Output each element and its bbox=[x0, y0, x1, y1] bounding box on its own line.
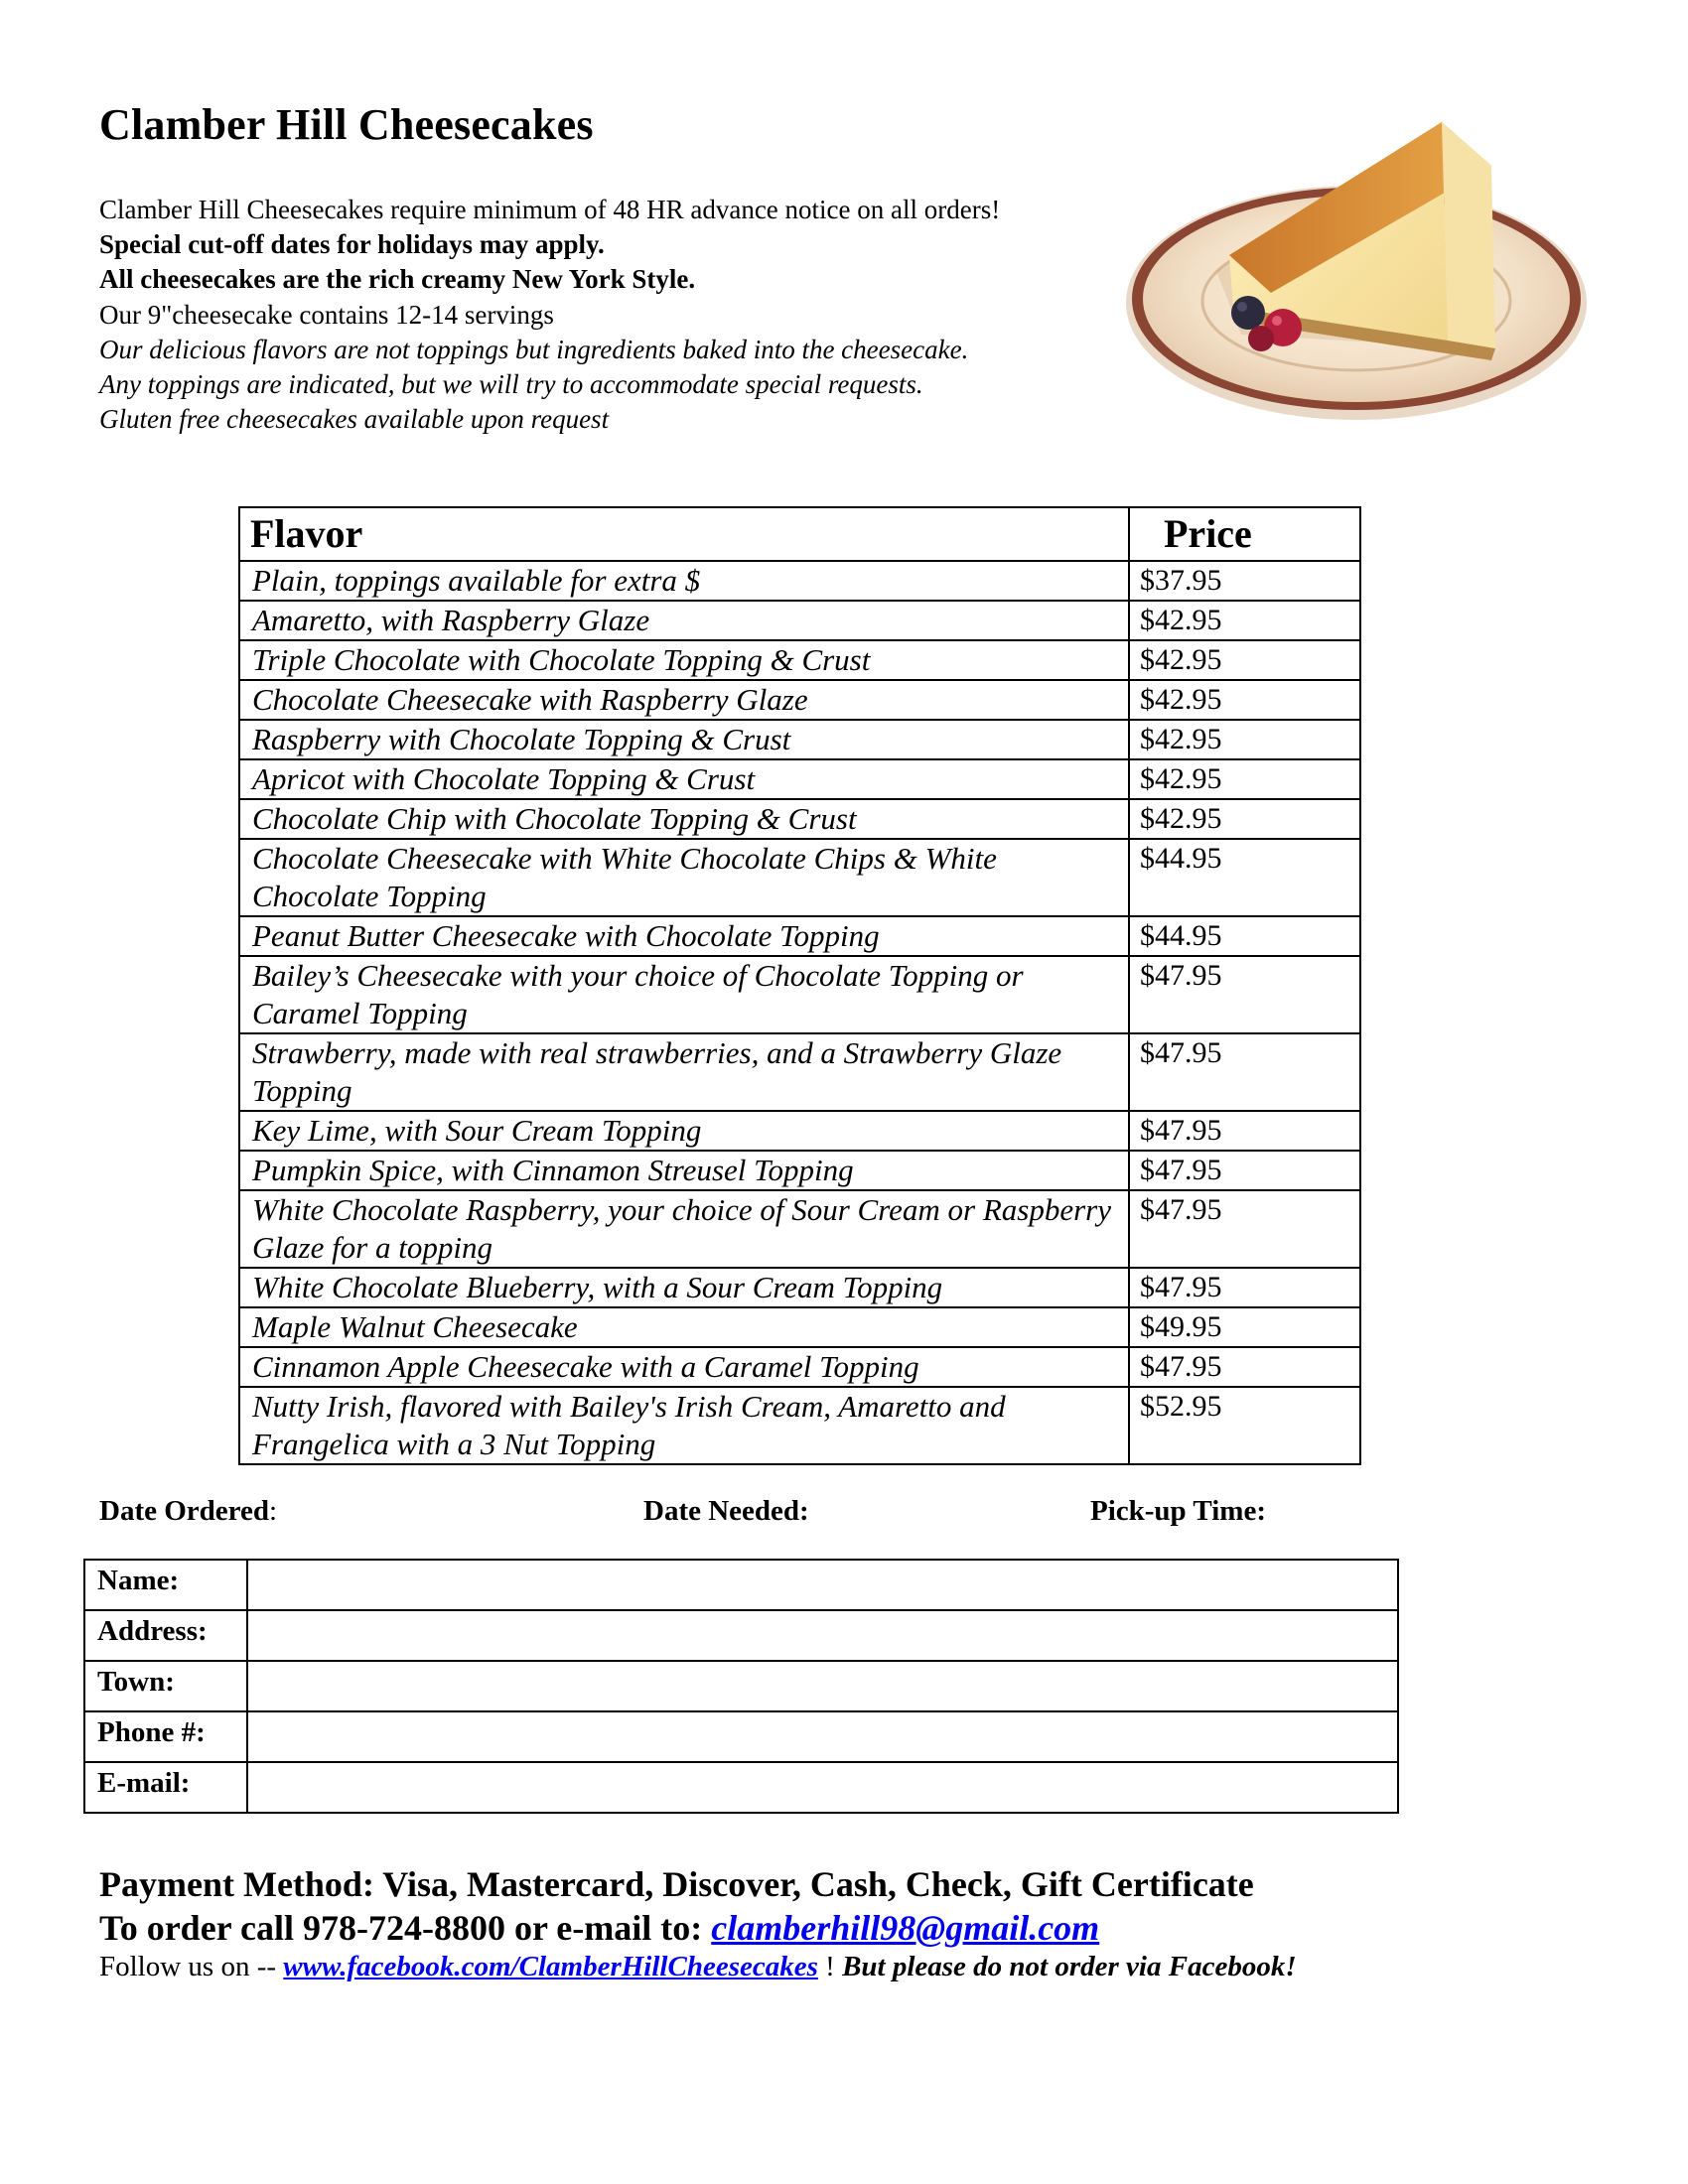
table-row bbox=[239, 1190, 1360, 1268]
flavor-cell: Peanut Butter Cheesecake with Chocolate Topping bbox=[239, 916, 1129, 956]
date-ordered-label: Date Ordered: bbox=[99, 1495, 278, 1527]
price-cell: $42.95 bbox=[1129, 640, 1360, 680]
table-row bbox=[239, 1151, 1360, 1190]
style-line: All cheesecakes are the rich creamy New York Style. bbox=[99, 264, 696, 295]
flavor-header: Flavor bbox=[239, 507, 1129, 561]
date-needed-label: Date Needed: bbox=[643, 1495, 809, 1527]
price-cell: $47.95 bbox=[1129, 1268, 1360, 1307]
table-row bbox=[239, 1111, 1360, 1151]
payment-methods: Payment Method: Visa, Mastercard, Discover, Cash, Check, Gift Certificate bbox=[99, 1864, 1254, 1904]
order-contact: To order call 978-724-8800 or e-mail to: clamberhill98@gmail.com bbox=[99, 1908, 1100, 1948]
form-row bbox=[84, 1762, 1398, 1813]
pickup-time-label: Pick-up Time: bbox=[1090, 1495, 1266, 1527]
price-cell: $47.95 bbox=[1129, 1033, 1360, 1111]
table-row bbox=[239, 1387, 1360, 1464]
price-cell: $42.95 bbox=[1129, 720, 1360, 759]
town-field[interactable] bbox=[247, 1661, 1398, 1711]
flavor-cell: Bailey’s Cheesecake with your choice of Chocolate Topping or Caramel Topping bbox=[239, 956, 1129, 1033]
name-label: Name: bbox=[84, 1560, 247, 1610]
flavor-cell: Cinnamon Apple Cheesecake with a Caramel Topping bbox=[239, 1347, 1129, 1387]
flavor-cell: White Chocolate Blueberry, with a Sour Cream Topping bbox=[239, 1268, 1129, 1307]
table-row bbox=[239, 640, 1360, 680]
price-cell: $47.95 bbox=[1129, 1111, 1360, 1151]
name-field[interactable] bbox=[247, 1560, 1398, 1610]
phone-field[interactable] bbox=[247, 1711, 1398, 1762]
flavor-cell: White Chocolate Raspberry, your choice of Sour Cream or Raspberry Glaze for a topping bbox=[239, 1190, 1129, 1268]
form-row bbox=[84, 1661, 1398, 1711]
email-field[interactable] bbox=[247, 1762, 1398, 1813]
table-row bbox=[239, 839, 1360, 916]
intro-text bbox=[99, 193, 1000, 437]
flavor-cell: Key Lime, with Sour Cream Topping bbox=[239, 1111, 1129, 1151]
table-row bbox=[239, 720, 1360, 759]
price-cell: $47.95 bbox=[1129, 1151, 1360, 1190]
facebook-warning: But please do not order via Facebook! bbox=[842, 1951, 1297, 1982]
flavor-cell: Strawberry, made with real strawberries, and a Strawberry Glaze Topping bbox=[239, 1033, 1129, 1111]
customer-info-form bbox=[83, 1559, 1399, 1814]
price-cell: $44.95 bbox=[1129, 916, 1360, 956]
flavor-price-table bbox=[238, 506, 1361, 1465]
follow-line: Follow us on -- www.facebook.com/ClamberHillCheesecakes ! But please do not order via Facebook! bbox=[99, 1951, 1297, 1982]
phone-label: Phone #: bbox=[84, 1711, 247, 1762]
toppings-note: Any toppings are indicated, but we will try to accommodate special requests. bbox=[99, 369, 923, 400]
flavor-cell: Amaretto, with Raspberry Glaze bbox=[239, 601, 1129, 640]
flavor-cell: Raspberry with Chocolate Topping & Crust bbox=[239, 720, 1129, 759]
price-cell: $47.95 bbox=[1129, 1190, 1360, 1268]
price-cell: $42.95 bbox=[1129, 680, 1360, 720]
price-cell: $37.95 bbox=[1129, 561, 1360, 601]
town-label: Town: bbox=[84, 1661, 247, 1711]
cheesecake-image bbox=[1122, 104, 1589, 427]
price-cell: $47.95 bbox=[1129, 956, 1360, 1033]
table-row bbox=[239, 680, 1360, 720]
table-row bbox=[239, 1033, 1360, 1111]
facebook-link[interactable]: www.facebook.com/ClamberHillCheesecakes bbox=[283, 1951, 818, 1982]
price-cell: $47.95 bbox=[1129, 1347, 1360, 1387]
flavor-cell: Maple Walnut Cheesecake bbox=[239, 1307, 1129, 1347]
page-title: Clamber Hill Cheesecakes bbox=[99, 100, 594, 149]
form-row bbox=[84, 1711, 1398, 1762]
flavor-cell: Pumpkin Spice, with Cinnamon Streusel Topping bbox=[239, 1151, 1129, 1190]
table-row bbox=[239, 601, 1360, 640]
table-row bbox=[239, 916, 1360, 956]
form-row bbox=[84, 1560, 1398, 1610]
table-row bbox=[239, 1347, 1360, 1387]
table-row bbox=[239, 799, 1360, 839]
gluten-note: Gluten free cheesecakes available upon request bbox=[99, 404, 610, 435]
flavor-cell: Chocolate Chip with Chocolate Topping & Crust bbox=[239, 799, 1129, 839]
price-cell: $42.95 bbox=[1129, 601, 1360, 640]
flavor-cell: Triple Chocolate with Chocolate Topping & Crust bbox=[239, 640, 1129, 680]
notice-line: Clamber Hill Cheesecakes require minimum of 48 HR advance notice on all orders! bbox=[99, 195, 1001, 224]
table-row bbox=[239, 759, 1360, 799]
price-header: Price bbox=[1129, 507, 1360, 561]
flavor-cell: Plain, toppings available for extra $ bbox=[239, 561, 1129, 601]
flavor-rows bbox=[239, 561, 1360, 1464]
address-label: Address: bbox=[84, 1610, 247, 1661]
holiday-line: Special cut-off dates for holidays may apply. bbox=[99, 229, 605, 260]
flavor-cell: Apricot with Chocolate Topping & Crust bbox=[239, 759, 1129, 799]
flavor-cell: Nutty Irish, flavored with Bailey's Irish Cream, Amaretto and Frangelica with a 3 Nut Topping bbox=[239, 1387, 1129, 1464]
price-cell: $49.95 bbox=[1129, 1307, 1360, 1347]
email-link[interactable]: clamberhill98@gmail.com bbox=[711, 1908, 1100, 1948]
table-row bbox=[239, 1307, 1360, 1347]
form-row bbox=[84, 1610, 1398, 1661]
servings-line: Our 9"cheesecake contains 12-14 servings bbox=[99, 299, 554, 330]
table-row bbox=[239, 1268, 1360, 1307]
price-cell: $42.95 bbox=[1129, 799, 1360, 839]
flavor-cell: Chocolate Cheesecake with Raspberry Glaze bbox=[239, 680, 1129, 720]
flavors-note: Our delicious flavors are not toppings but ingredients baked into the cheesecake. bbox=[99, 334, 969, 364]
email-label: E-mail: bbox=[84, 1762, 247, 1813]
table-row bbox=[239, 561, 1360, 601]
table-row bbox=[239, 956, 1360, 1033]
payment-info bbox=[99, 1862, 1254, 1950]
price-cell: $42.95 bbox=[1129, 759, 1360, 799]
price-cell: $52.95 bbox=[1129, 1387, 1360, 1464]
flavor-cell: Chocolate Cheesecake with White Chocolate Chips & White Chocolate Topping bbox=[239, 839, 1129, 916]
price-cell: $44.95 bbox=[1129, 839, 1360, 916]
address-field[interactable] bbox=[247, 1610, 1398, 1661]
